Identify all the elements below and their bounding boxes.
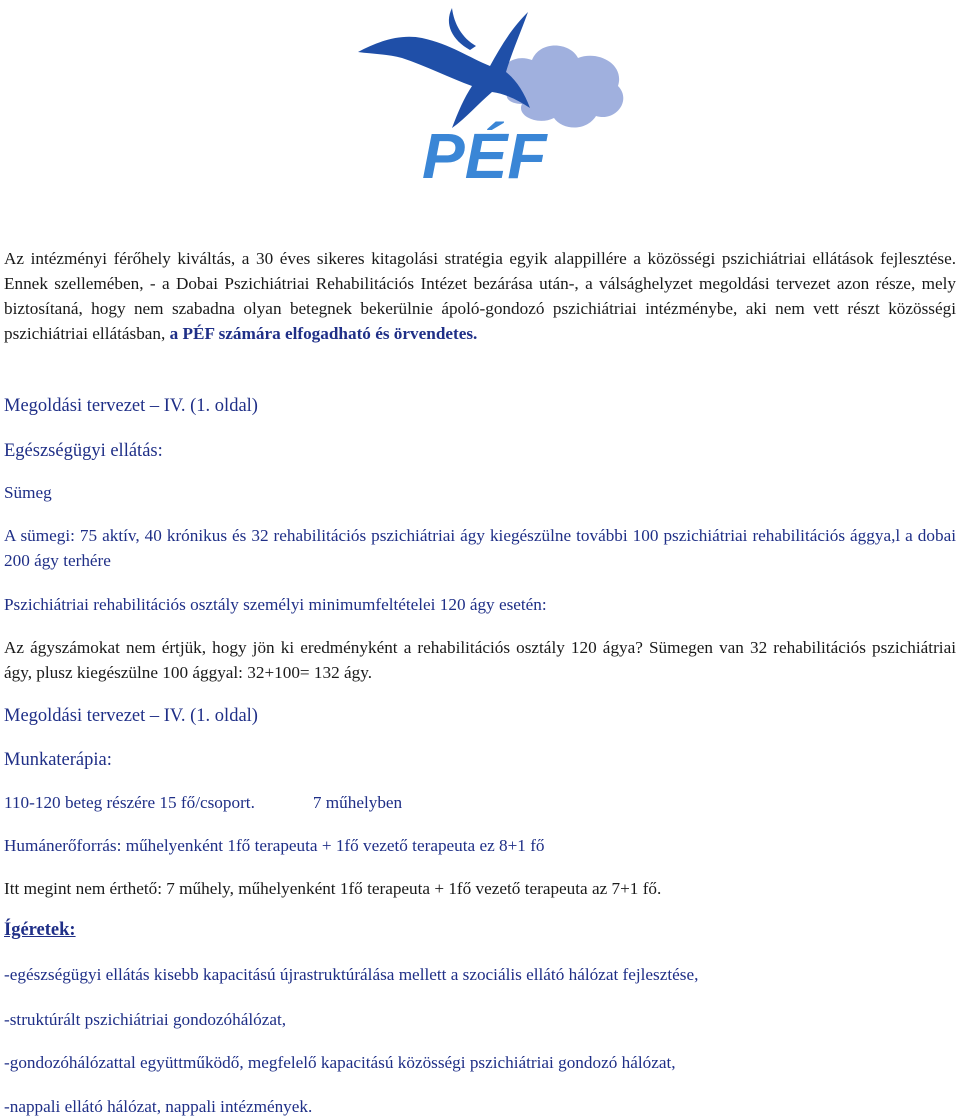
heading-plan-2: Megoldási tervezet – IV. (1. oldal) — [4, 706, 258, 726]
cloud-shape — [501, 46, 623, 128]
work-line-part1: 110-120 beteg részére 15 fő/csoport. — [4, 793, 255, 812]
promise-item: -gondozóhálózattal együttműködő, megfelelő kapacitású közösségi pszichiátriai gondozó hálózat, — [4, 1053, 676, 1072]
sumeg-label: Sümeg — [4, 483, 52, 502]
unclear-line: Itt megint nem érthető: 7 műhely, műhelyenként 1fő terapeuta + 1fő vezető terapeuta az 7+1 fő. — [4, 879, 662, 898]
heading-plan-1: Megoldási tervezet – IV. (1. oldal) — [4, 396, 258, 416]
para-beds: A sümegi: 75 aktív, 40 krónikus és 32 rehabilitációs pszichiátriai ágy kiegészülne további 100 pszichiátriai rehabilitációs ággya,l a dobai 200 ágy terhére — [4, 526, 956, 570]
promise-item: -nappali ellátó hálózat, nappali intézmények. — [4, 1097, 313, 1116]
heading-health: Egészségügyi ellátás: — [4, 441, 163, 461]
promise-item: -egészségügyi ellátás kisebb kapacitású újrastruktúrálása mellett a szociális ellátó hálózat fejlesztése, — [4, 965, 699, 984]
intro-paragraph — [4, 246, 956, 346]
swallow-bird-icon — [358, 12, 530, 128]
logo-text: PÉF — [422, 120, 547, 185]
pef-logo — [340, 0, 630, 185]
para-question: Az ágyszámokat nem értjük, hogy jön ki eredményként a rehabilitációs osztály 120 ágya? Sümegen van 32 rehabilitációs pszichiátriai ágy, plusz kiegészülne 100 ággyal: 32+100= 132 ágy. — [4, 638, 956, 682]
swallow-tail-icon — [449, 8, 476, 50]
heading-work: Munkaterápia: — [4, 750, 112, 770]
intro-text: Az intézményi férőhely kiváltás, a 30 éves sikeres kitagolási stratégia egyik alappillére a közösségi pszichiátriai ellátások fejlesztése. Ennek szellemében, - a Dobai Pszichiátriai Rehabilitációs Intézet bezárása után-, a válsághelyzet megoldási tervezet azon része, mely biztosítaná, hogy nem szabadna olyan betegnek bekerülnie ápoló-gondozó pszichiátriai intézménybe, aki nem vett részt közösségi pszichiátriai ellátásban, — [4, 249, 956, 343]
work-line-part2: 7 műhelyben — [312, 793, 403, 812]
para-staff: Pszichiátriai rehabilitációs osztály személyi minimumfeltételei 120 ágy esetén: — [4, 595, 547, 614]
intro-bold-tail: a PÉF számára elfogadható és örvendetes. — [169, 324, 478, 343]
work-line — [4, 790, 956, 815]
hr-line: Humánerőforrás: műhelyenként 1fő terapeuta + 1fő vezető terapeuta ez 8+1 fő — [4, 836, 545, 855]
promise-item: -struktúrált pszichiátriai gondozóhálózat, — [4, 1010, 287, 1029]
heading-promises: Ígéretek: — [4, 920, 76, 940]
